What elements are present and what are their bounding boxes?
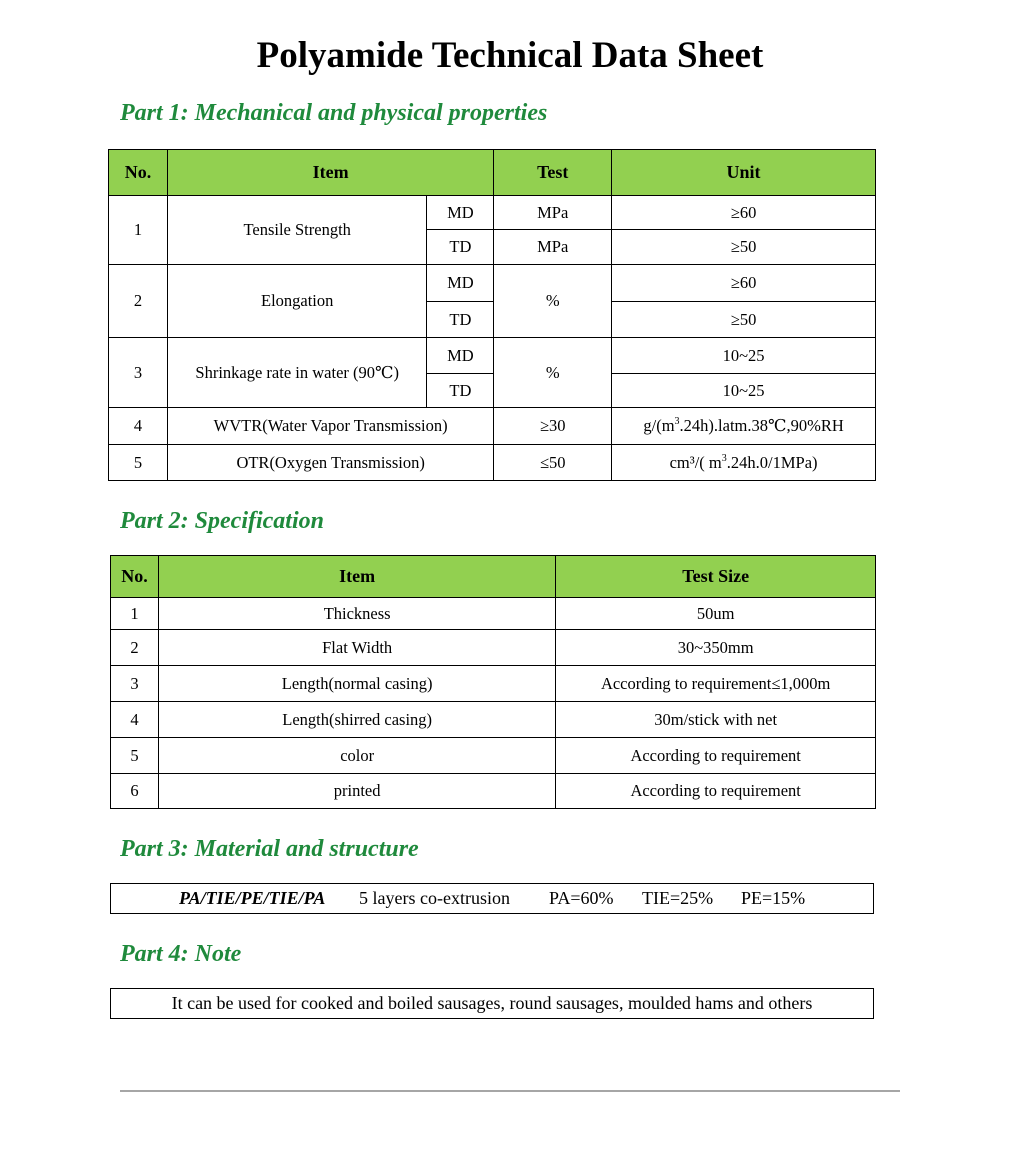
unit-text-a: cm³/( m [669,452,722,472]
row-unit [612,445,876,481]
row-item: Flat Width [158,630,555,666]
row-item: Elongation [167,265,427,338]
table-row [111,666,876,702]
row-item: WVTR(Water Vapor Transmission) [167,408,493,445]
row-item: OTR(Oxygen Transmission) [167,445,493,481]
direction-md: MD [427,196,494,230]
unit-text-b: .24h.0/1MPa) [726,452,818,472]
direction-td: TD [427,302,494,338]
row-item: Shrinkage rate in water (90℃) [167,338,427,408]
row-test: ≤50 [494,445,612,481]
row-test: MPa [494,196,612,230]
unit-superscript: 3 [674,416,680,427]
header-unit: Unit [612,150,876,196]
row-size: According to requirement [556,774,876,809]
row-item: Tensile Strength [167,196,427,265]
row-test: % [494,338,612,408]
row-no: 1 [111,598,159,630]
direction-md: MD [427,338,494,374]
row-unit: ≥50 [612,302,876,338]
table-row [111,598,876,630]
layer-structure: PA/TIE/PE/TIE/PA [179,888,326,908]
row-size: 30~350mm [556,630,876,666]
table-header-row [109,150,876,196]
row-test: % [494,265,612,338]
row-no: 2 [109,265,168,338]
header-test: Test [494,150,612,196]
row-no: 6 [111,774,159,809]
specification-table [110,555,876,809]
table-row [109,445,876,481]
page-title: Polyamide Technical Data Sheet [256,35,764,76]
row-no: 1 [109,196,168,265]
table-row [109,265,876,302]
direction-td: TD [427,374,494,408]
row-unit: ≥60 [612,265,876,302]
header-no: No. [109,150,168,196]
row-item: Length(shirred casing) [158,702,555,738]
table-row [109,408,876,445]
properties-table [108,149,876,481]
row-test: ≥30 [494,408,612,445]
note-text: It can be used for cooked and boiled sausages, round sausages, moulded hams and others [171,993,813,1013]
row-no: 3 [109,338,168,408]
part1-heading: Part 1: Mechanical and physical properties [120,100,548,126]
table-row [111,738,876,774]
pa-ratio: PA=60% [549,888,614,908]
tie-ratio: TIE=25% [642,888,714,908]
process-text: 5 layers co-extrusion [359,888,510,908]
direction-md: MD [427,265,494,302]
row-no: 4 [111,702,159,738]
row-size: 50um [556,598,876,630]
unit-text-b: .24h).latm.38℃,90%RH [679,416,844,435]
unit-text-a: g/(m [643,416,675,435]
direction-td: TD [427,230,494,265]
header-item: Item [158,556,555,598]
row-size: According to requirement [556,738,876,774]
row-unit [612,408,876,445]
row-unit: ≥50 [612,230,876,265]
header-test-size: Test Size [556,556,876,598]
header-item: Item [167,150,493,196]
footer-divider [120,1090,900,1092]
table-row [109,338,876,374]
row-item: printed [158,774,555,809]
unit-superscript: 3 [721,452,727,464]
table-row [111,774,876,809]
row-item: Thickness [158,598,555,630]
table-row [109,196,876,230]
row-no: 5 [109,445,168,481]
part4-heading: Part 4: Note [120,941,242,967]
row-no: 4 [109,408,168,445]
row-size: According to requirement≤1,000m [556,666,876,702]
header-no: No. [111,556,159,598]
note-box [110,988,874,1019]
row-unit: 10~25 [612,374,876,408]
table-row [111,630,876,666]
row-test: MPa [494,230,612,265]
row-item: Length(normal casing) [158,666,555,702]
row-no: 2 [111,630,159,666]
part3-heading: Part 3: Material and structure [120,836,419,862]
row-no: 5 [111,738,159,774]
part2-heading: Part 2: Specification [120,508,324,534]
material-structure-box [110,883,874,914]
row-unit: ≥60 [612,196,876,230]
pe-ratio: PE=15% [741,888,806,908]
row-unit: 10~25 [612,338,876,374]
table-row [111,702,876,738]
row-size: 30m/stick with net [556,702,876,738]
row-no: 3 [111,666,159,702]
table-header-row [111,556,876,598]
row-item: color [158,738,555,774]
